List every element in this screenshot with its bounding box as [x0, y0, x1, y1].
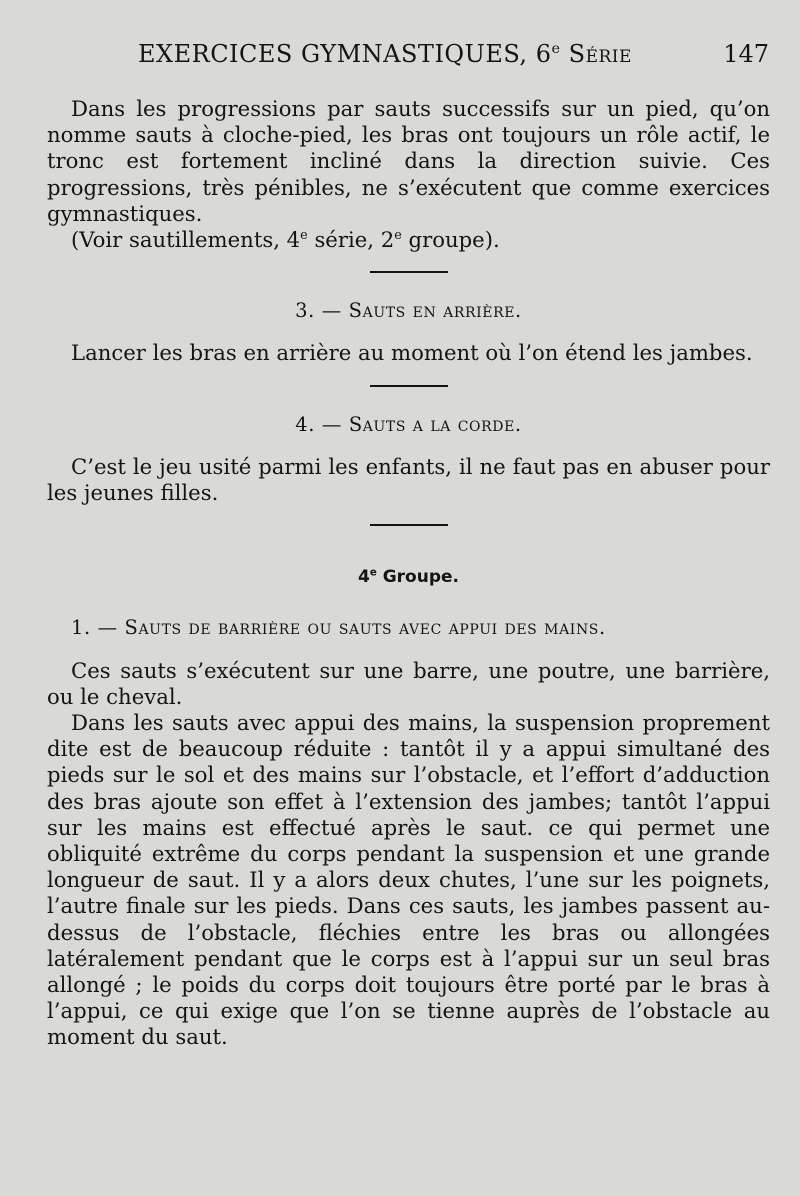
- running-head-serie: Série: [568, 40, 632, 68]
- group-title: 4e Groupe.: [358, 567, 459, 588]
- group-section-heading-1: 1. — Sauts de barrière ou sauts avec appui des mains.: [71, 616, 606, 640]
- intro-reference: (Voir sautillements, 4e série, 2e groupe).: [71, 226, 500, 253]
- running-head: [0, 40, 800, 76]
- section-heading-4: 4. — Sauts a la corde.: [295, 412, 522, 436]
- section-divider: [370, 385, 448, 387]
- section-3-text: Lancer les bras en arrière au moment où l’on étend les jambes.: [71, 340, 753, 366]
- running-head-title: EXERCICES GYMNASTIQUES, 6e Série: [138, 40, 632, 68]
- section-divider: [370, 271, 448, 273]
- section-heading-3: 3. — Sauts en arrière.: [295, 299, 522, 323]
- intro-paragraph: Dans les progressions par sauts successifs sur un pied, qu’on nomme sauts à cloche-pied, les bras ont toujours un rôle actif, le tronc est fortement incliné dans la direction suivie. Ces progressions, très pénibles, ne s’exécutent que comme exercices gymnastiques.: [47, 96, 770, 226]
- page-body: [47, 96, 770, 1051]
- section-4-text: C’est le jeu usité parmi les enfants, il ne faut pas en abuser pour les jeunes filles.: [47, 453, 770, 506]
- group-section-1-p2: Dans les sauts avec appui des mains, la suspension proprement dite est de beaucoup réduite : tantôt il y a appui simultané des pieds sur le sol et des mains sur l’obstacle, et l’effort d’adduction des bras ajoute son effet à l’extension des jambes; tantôt l’appui sur les mains est effectué après le saut. ce qui permet une obliquité extrême du corps pendant la suspension et une grande longueur de saut. Il y a alors deux chutes, l’une sur les poignets, l’autre finale sur les pieds. Dans ces sauts, les jambes passent au-dessus de l’obstacle, fléchies entre les bras ou allongées latéralement pendant que le corps est à l’appui sur un seul bras allongé ; le poids du corps doit toujours être porté par le bras à l’appui, ce qui exige que l’on se tienne auprès de l’obstacle au moment du saut.: [47, 710, 770, 1050]
- section-divider: [370, 524, 448, 526]
- group-section-1-p1: Ces sauts s’exécutent sur une barre, une poutre, une barrière, ou le cheval.: [47, 657, 770, 709]
- page-number: 147: [723, 40, 769, 68]
